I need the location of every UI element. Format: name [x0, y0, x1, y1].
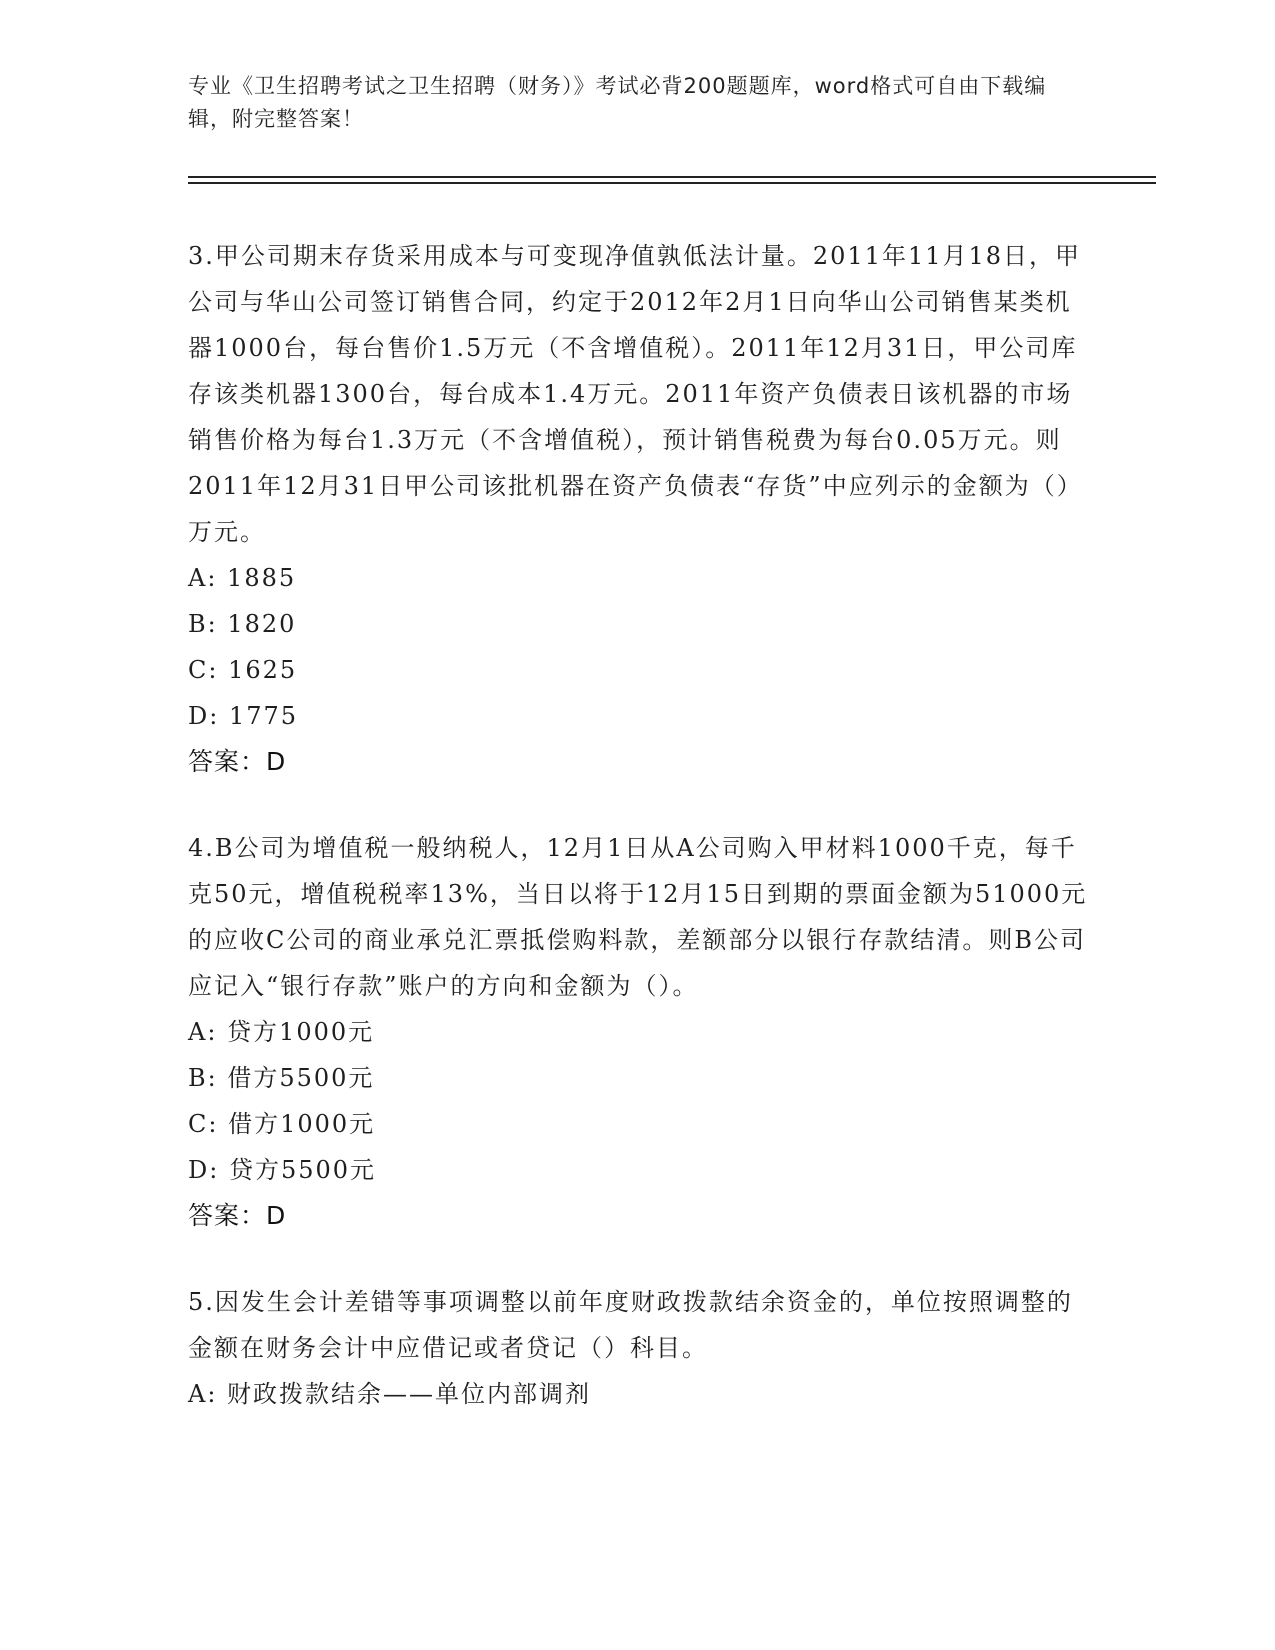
questions-list — [188, 233, 1088, 1457]
header-divider-top — [188, 176, 1156, 178]
option-a: A: 财政拨款结余——单位内部调剂 — [188, 1380, 592, 1408]
option-d: D: 贷方5500元 — [188, 1156, 377, 1184]
answer: 答案：D — [188, 1201, 287, 1230]
question-stem: 3.甲公司期末存货采用成本与可变现净值孰低法计量。2011年11月18日，甲公司与华山公司签订销售合同，约定于2012年2月1日向华山公司销售某类机器1000台，每台售价1.5万元（不含增值税）。2011年12月31日，甲公司库存该类机器1300台，每台成本1.4万元。2011年资产负债表日该机器的市场销售价格为每台1.3万元（不含增值税），预计销售税费为每台0.05万元。则2011年12月31日甲公司该批机器在资产负债表“存货”中应列示的金额为（）万元。 — [188, 242, 1083, 546]
option-c: C: 借方1000元 — [188, 1110, 376, 1138]
option-c: C: 1625 — [188, 656, 298, 684]
question-5 — [188, 1279, 1088, 1417]
document-header: 专业《卫生招聘考试之卫生招聘（财务）》考试必背200题题库，word格式可自由下载编辑，附完整答案！ — [188, 74, 1047, 131]
header-divider-bottom — [188, 182, 1156, 184]
option-b: B: 1820 — [188, 610, 297, 638]
question-4 — [188, 825, 1088, 1239]
option-a: A: 1885 — [188, 564, 297, 592]
question-stem: 5.因发生会计差错等事项调整以前年度财政拨款结余资金的，单位按照调整的金额在财务会计中应借记或者贷记（）科目。 — [188, 1288, 1073, 1362]
option-d: D: 1775 — [188, 702, 299, 730]
option-a: A: 贷方1000元 — [188, 1018, 375, 1046]
option-b: B: 借方5500元 — [188, 1064, 375, 1092]
question-3 — [188, 233, 1088, 785]
question-stem: 4.B公司为增值税一般纳税人，12月1日从A公司购入甲材料1000千克，每千克50元，增值税税率13%，当日以将于12月15日到期的票面金额为51000元的应收C公司的商业承兑汇票抵偿购料款，差额部分以银行存款结清。则B公司应记入“银行存款”账户的方向和金额为（）。 — [188, 834, 1088, 1000]
answer: 答案：D — [188, 747, 287, 776]
